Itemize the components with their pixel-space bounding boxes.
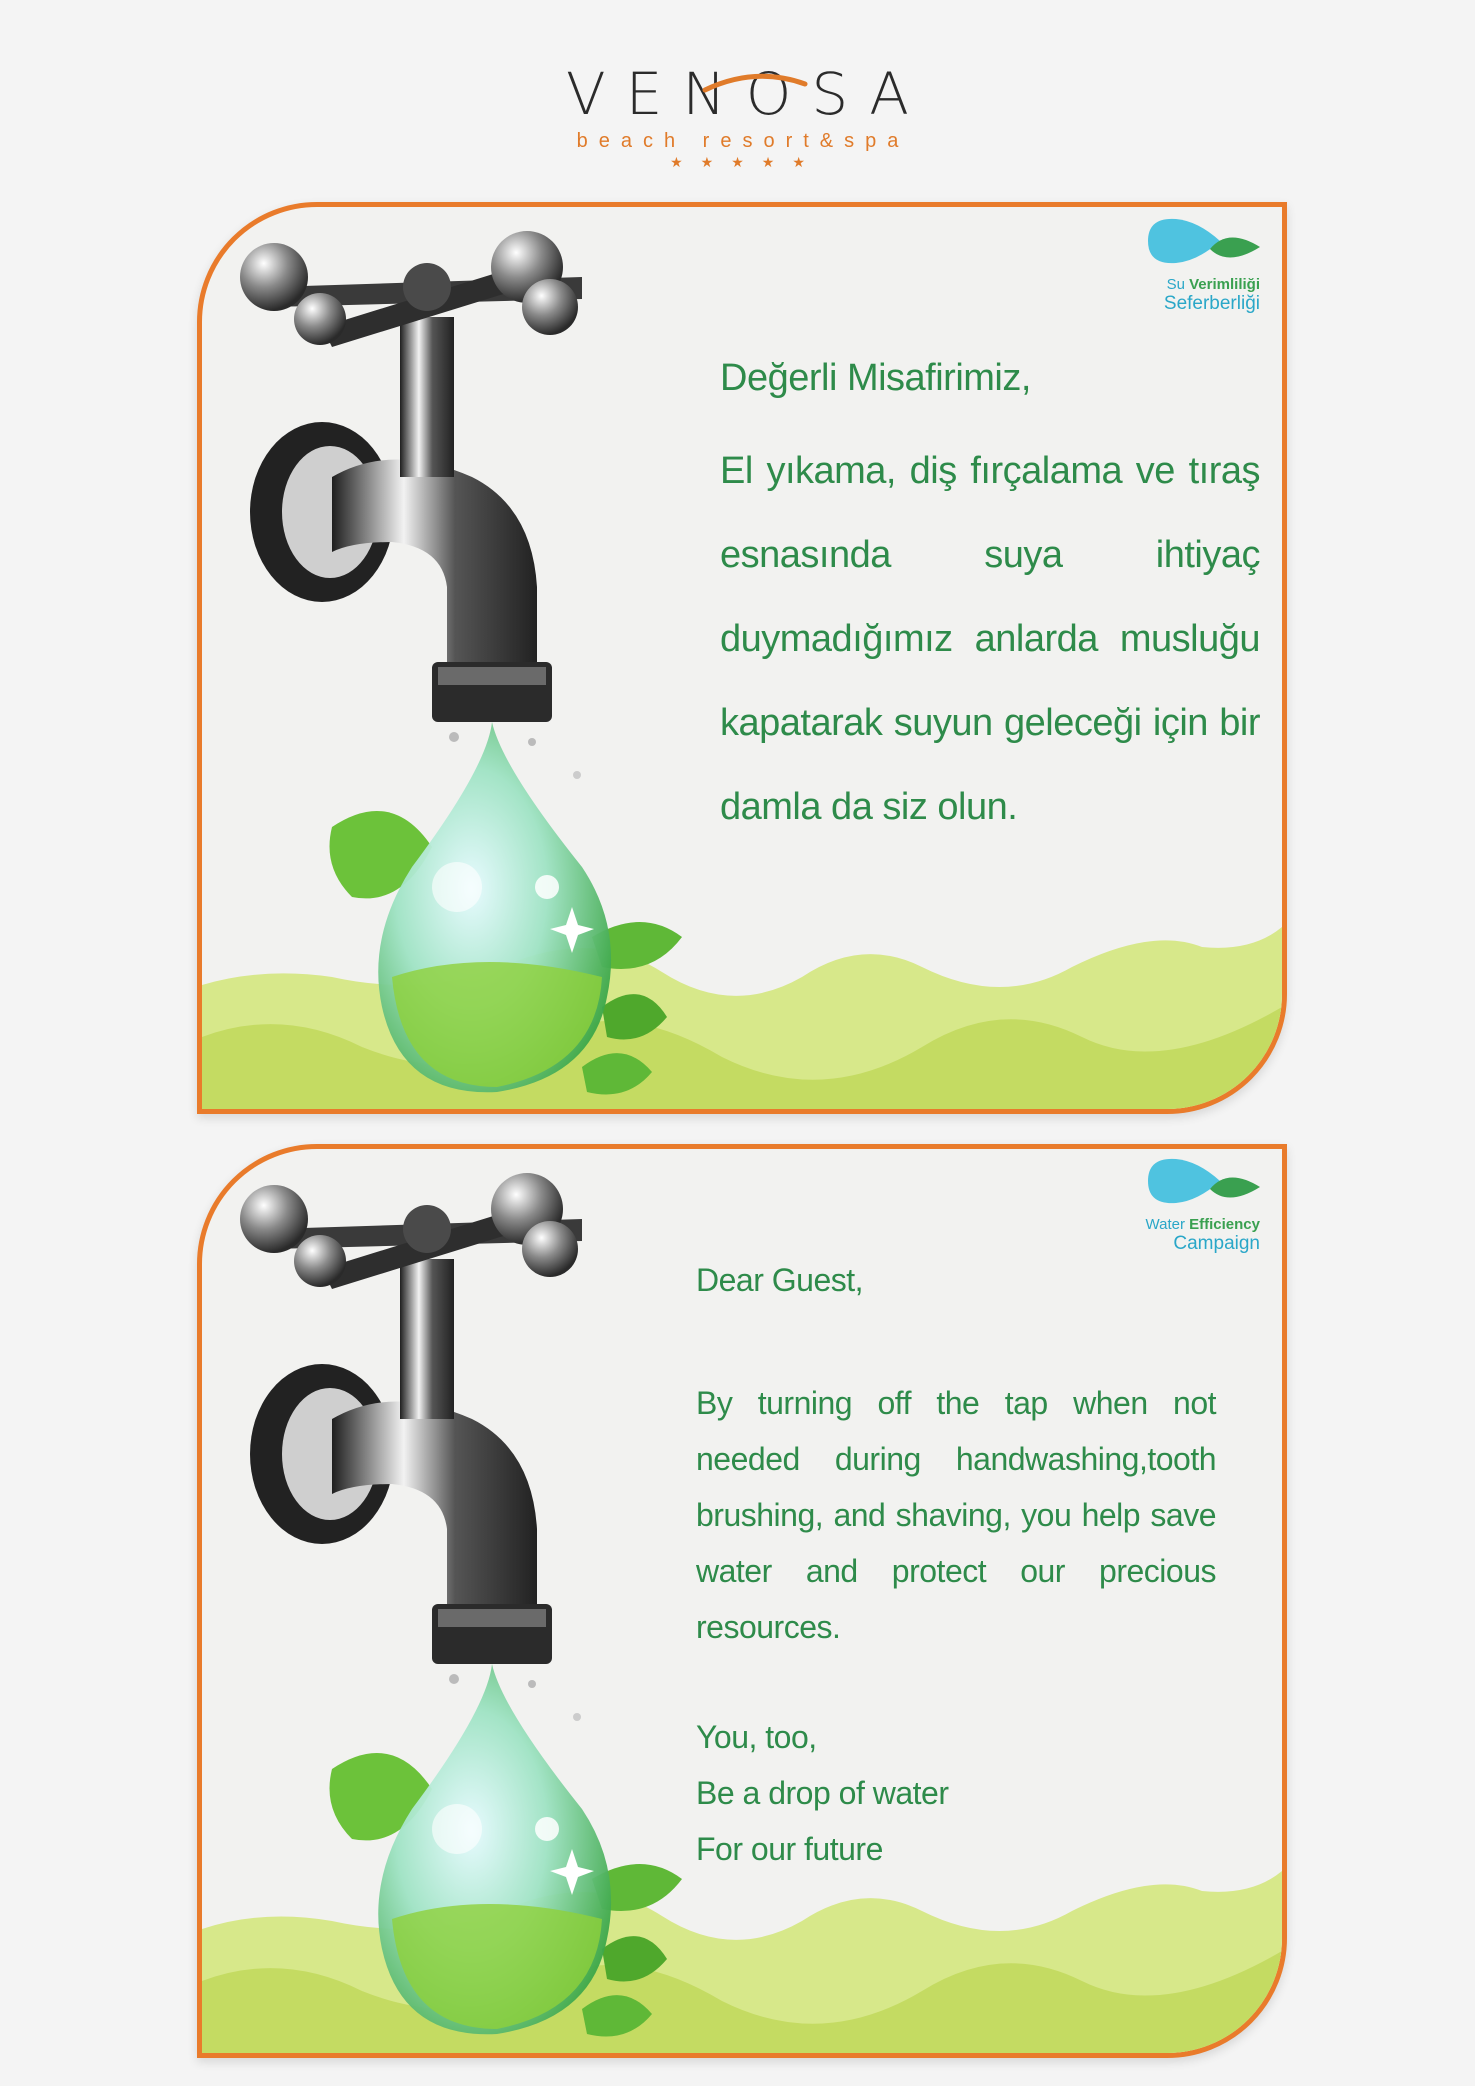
body-text: By turning off the tap when not needed during handwashing,tooth brushing, and shaving, you help save water and protect our precious resources.	[696, 1385, 1216, 1645]
badge-line2: Campaign	[1173, 1233, 1260, 1254]
closing-line: You, too,	[696, 1719, 817, 1755]
body-text: El yıkama, diş fırçalama ve tıraş esnasında suya ihtiyaç duymadığımız anlarda musluğu kapatarak suyun geleceği için bir damla da siz olun.	[720, 450, 1260, 828]
water-drop-logo-icon	[1148, 217, 1260, 271]
greeting-text: Dear Guest,	[696, 1262, 864, 1298]
badge-prefix: Water	[1145, 1216, 1190, 1233]
turkish-notice-card	[197, 202, 1287, 1114]
closing-line: For our future	[696, 1831, 883, 1867]
water-drop-logo-icon	[1148, 1157, 1260, 1211]
logo-subtitle: beach resort&spa	[576, 130, 910, 152]
badge-bold: Verimliliği	[1189, 276, 1260, 293]
campaign-badge	[1148, 217, 1260, 315]
badge-line2: Seferberliği	[1163, 293, 1260, 314]
english-notice-card	[197, 1144, 1287, 2058]
campaign-badge	[1146, 1157, 1261, 1255]
closing-text	[696, 1709, 948, 1877]
resort-logo	[0, 60, 1475, 180]
greeting-text: Değerli Misafirimiz,	[720, 357, 1031, 399]
badge-prefix: Su	[1166, 276, 1190, 293]
closing-line: Be a drop of water	[696, 1775, 949, 1811]
logo-swoosh-icon	[700, 68, 810, 98]
badge-bold: Efficiency	[1189, 1216, 1260, 1233]
logo-stars: ★★★★★	[670, 154, 823, 170]
logo-wordmark: VENOSA	[566, 60, 929, 128]
